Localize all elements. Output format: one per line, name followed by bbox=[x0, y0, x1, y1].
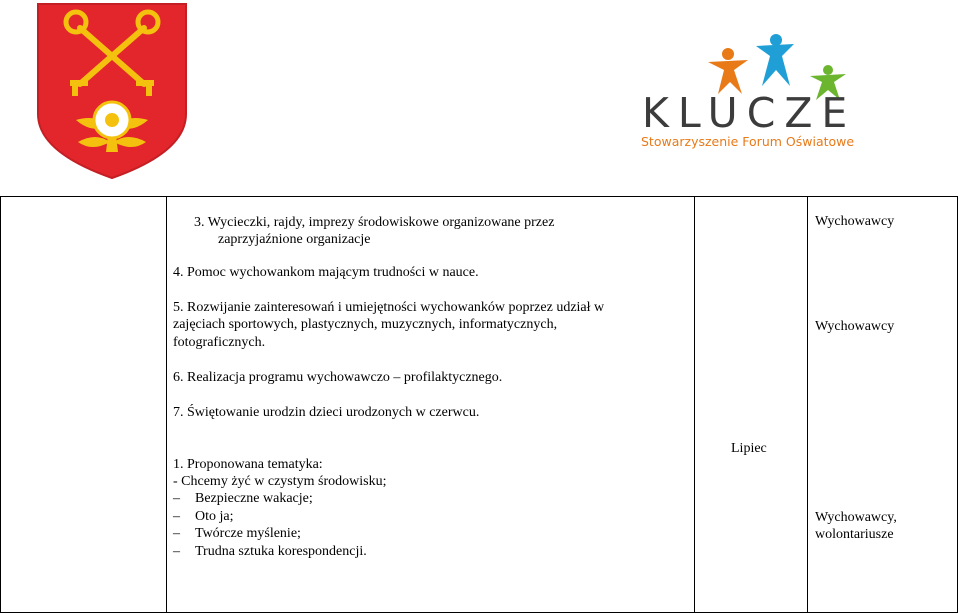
table-bottom-border bbox=[0, 612, 958, 613]
activity-item: 6. Realizacja programu wychowawczo – profilaktycznego. bbox=[173, 370, 503, 385]
responsible-cell: Wychowawcy bbox=[815, 214, 895, 229]
month-cell: Lipiec bbox=[731, 441, 767, 456]
logo-subtitle: Stowarzyszenie Forum Oświatowe bbox=[641, 134, 855, 149]
responsible-cell-continued: wolontariusze bbox=[815, 527, 894, 542]
logo-title: KLUCZE bbox=[642, 89, 857, 137]
activity-item-continued: zajęciach sportowych, plastycznych, muzycznych, informatycznych, bbox=[173, 317, 558, 332]
activity-item-continued: zaprzyjaźnione organizacje bbox=[218, 232, 371, 247]
table-right-border bbox=[957, 196, 958, 613]
topic-bullet: – Bezpieczne wakacje; bbox=[173, 491, 313, 506]
coat-of-arms-logo bbox=[36, 2, 188, 180]
activity-item: 5. Rozwijanie zainteresowań i umiejętności wychowanków poprzez udział w bbox=[173, 300, 605, 315]
topic-bullet: – Oto ja; bbox=[173, 509, 234, 524]
responsible-cell: Wychowawcy, bbox=[815, 510, 897, 525]
activity-item: 3. Wycieczki, rajdy, imprezy środowiskowe organizowane przez bbox=[194, 215, 555, 230]
column-divider bbox=[694, 196, 695, 613]
topic-intro: - Chcemy żyć w czystym środowisku; bbox=[173, 474, 387, 489]
table-top-border bbox=[0, 196, 958, 197]
responsible-cell: Wychowawcy bbox=[815, 319, 895, 334]
table-left-border bbox=[0, 196, 1, 613]
klucze-logo bbox=[638, 32, 868, 162]
activity-item: 4. Pomoc wychowankom mającym trudności w nauce. bbox=[173, 265, 479, 280]
column-divider bbox=[807, 196, 808, 613]
topic-bullet: – Trudna sztuka korespondencji. bbox=[173, 544, 367, 559]
topic-bullet: – Twórcze myślenie; bbox=[173, 526, 301, 541]
activity-item-continued: fotograficznych. bbox=[173, 335, 266, 350]
column-divider bbox=[166, 196, 167, 613]
topic-heading: 1. Proponowana tematyka: bbox=[173, 457, 323, 472]
activity-item: 7. Świętowanie urodzin dzieci urodzonych w czerwcu. bbox=[173, 405, 480, 420]
